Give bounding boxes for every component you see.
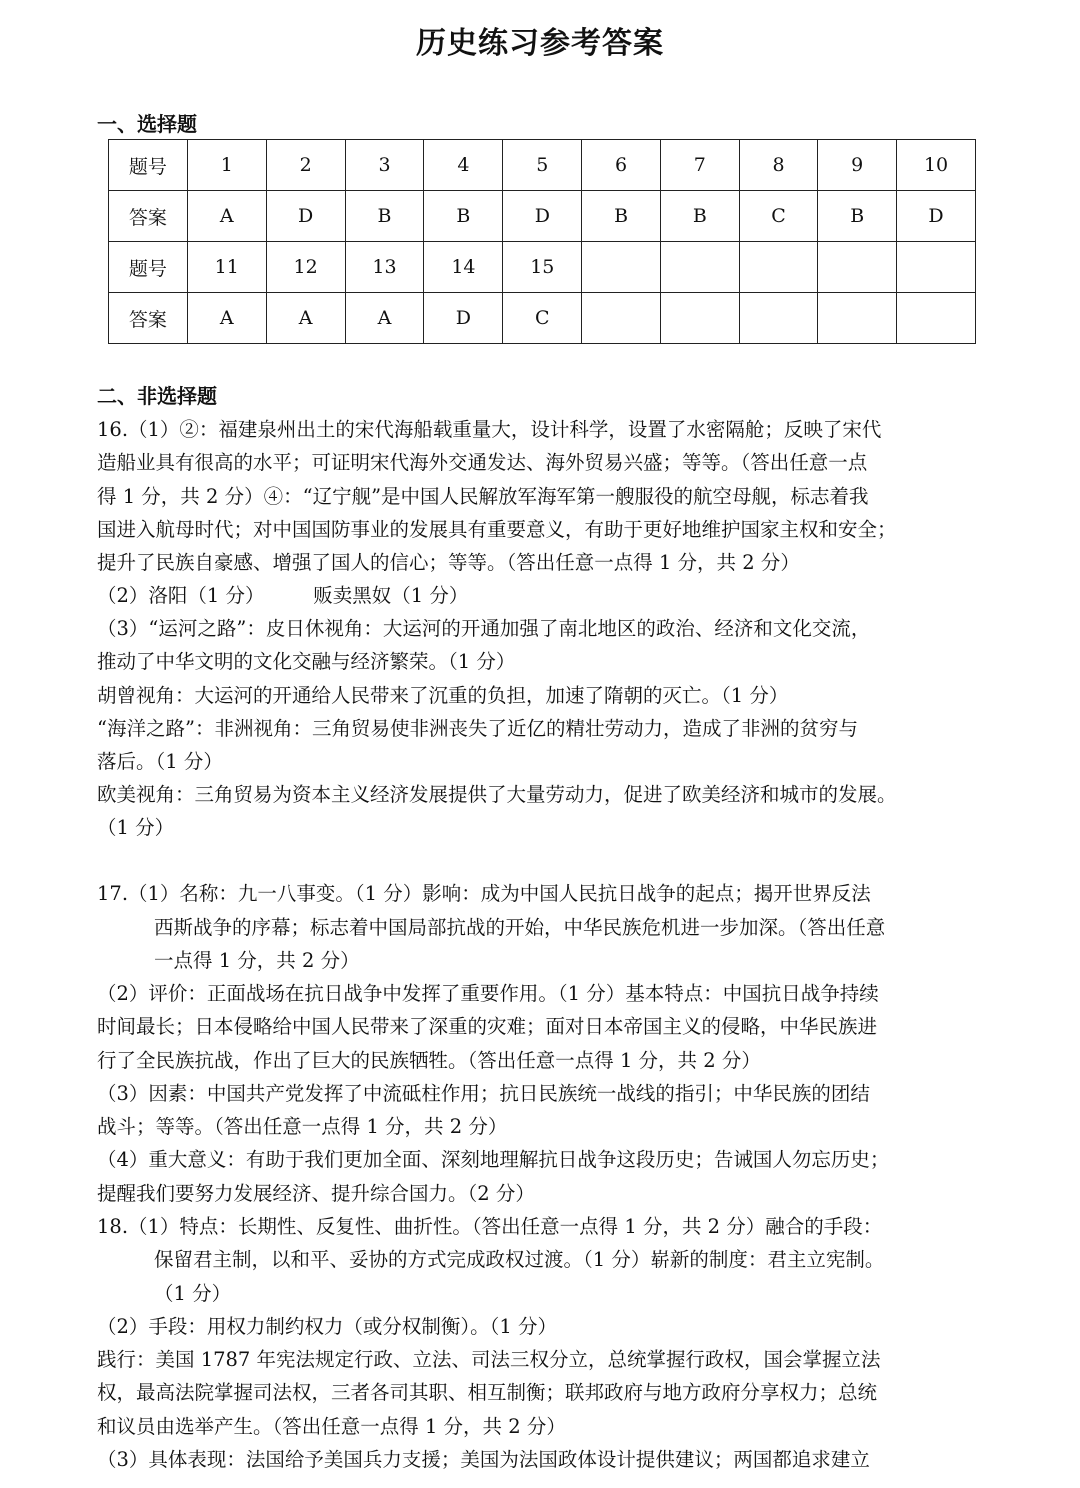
answer-text-line: （3）具体表现：法国给予美国兵力支援；美国为法国政体设计提供建议；两国都追求建立 <box>97 1448 870 1471</box>
answer-text-line: 权，最高法院掌握司法权，三者各司其职、相互制衡；联邦政府与地方政府分享权力；总统 <box>97 1381 878 1404</box>
answer-text-line: 提醒我们要努力发展经济、提升综合国力。（2 分） <box>97 1182 535 1205</box>
answer-cell <box>818 293 897 344</box>
section-heading-nonchoice: 二、非选择题 <box>97 384 217 408</box>
answer-cell: 8 <box>739 140 818 191</box>
table-row <box>109 140 976 191</box>
answer-text-line: 得 1 分，共 2 分）④：“辽宁舰”是中国人民解放军海军第一艘服役的航空母舰，标志着我 <box>97 485 869 508</box>
answer-text-line: 18.（1）特点：长期性、反复性、曲折性。（答出任意一点得 1 分，共 2 分）融合的手段： <box>97 1215 883 1238</box>
page-title: 历史练习参考答案 <box>416 26 664 61</box>
row-header-cell: 答案 <box>109 293 188 344</box>
answer-cell: B <box>345 191 424 242</box>
answer-cell <box>739 242 818 293</box>
answer-cell: 7 <box>660 140 739 191</box>
row-header-cell: 题号 <box>109 140 188 191</box>
answer-cell <box>739 293 818 344</box>
answer-text-line: 16.（1）②：福建泉州出土的宋代海船载重量大，设计科学，设置了水密隔舱；反映了宋代 <box>97 418 882 441</box>
answer-cell: 11 <box>187 242 266 293</box>
answer-text-line: 时间最长；日本侵略给中国人民带来了深重的灾难；面对日本帝国主义的侵略，中华民族进 <box>97 1015 878 1038</box>
table-row <box>109 242 976 293</box>
answer-cell: 1 <box>187 140 266 191</box>
answer-text-line: （1 分） <box>154 1282 232 1305</box>
answer-text-line: 落后。（1 分） <box>97 750 223 773</box>
answer-text-line: 保留君主制，以和平、妥协的方式完成政权过渡。（1 分）崭新的制度：君主立宪制。 <box>154 1248 885 1271</box>
answer-cell: B <box>660 191 739 242</box>
answer-text-line: 推动了中华文明的文化交融与经济繁荣。（1 分） <box>97 650 516 673</box>
answer-cell: 13 <box>345 242 424 293</box>
answer-cell: 15 <box>503 242 582 293</box>
answer-text-line: 和议员由选举产生。（答出任意一点得 1 分，共 2 分） <box>97 1415 566 1438</box>
answer-text-line: 践行：美国 1787 年宪法规定行政、立法、司法三权分立，总统掌握行政权，国会掌握立法 <box>97 1348 881 1371</box>
answer-cell <box>897 293 976 344</box>
answer-cell: D <box>424 293 503 344</box>
section-heading-choice: 一、选择题 <box>97 112 197 136</box>
answer-text-line: 造船业具有很高的水平；可证明宋代海外交通发达、海外贸易兴盛；等等。（答出任意一点 <box>97 451 868 474</box>
answer-cell <box>660 242 739 293</box>
row-header-cell: 题号 <box>109 242 188 293</box>
answer-cell <box>582 242 661 293</box>
answer-text-line: （2）评价：正面战场在抗日战争中发挥了重要作用。（1 分）基本特点：中国抗日战争持续 <box>97 982 879 1005</box>
answer-cell <box>818 242 897 293</box>
table-row <box>109 191 976 242</box>
answer-cell: B <box>424 191 503 242</box>
answer-cell: D <box>503 191 582 242</box>
answer-cell: D <box>897 191 976 242</box>
answer-text-line: （1 分） <box>97 816 175 839</box>
answer-text-line: 17.（1）名称：九一八事变。（1 分）影响：成为中国人民抗日战争的起点；揭开世界反法 <box>97 882 871 905</box>
answer-text-line: （4）重大意义：有助于我们更加全面、深刻地理解抗日战争这段历史；告诫国人勿忘历史； <box>97 1148 890 1171</box>
answer-cell: A <box>187 191 266 242</box>
answer-cell: D <box>266 191 345 242</box>
answer-cell: A <box>345 293 424 344</box>
answer-cell <box>582 293 661 344</box>
answer-cell: 2 <box>266 140 345 191</box>
answer-text-line: 提升了民族自豪感、增强了国人的信心；等等。（答出任意一点得 1 分，共 2 分） <box>97 551 800 574</box>
answer-cell: 4 <box>424 140 503 191</box>
answer-cell: 9 <box>818 140 897 191</box>
answer-text-line: （2）手段：用权力制约权力（或分权制衡）。（1 分） <box>97 1315 558 1338</box>
answer-text-line: 战斗；等等。（答出任意一点得 1 分，共 2 分） <box>97 1115 508 1138</box>
answer-text-line: （3）因素：中国共产党发挥了中流砥柱作用；抗日民族统一战线的指引；中华民族的团结 <box>97 1082 870 1105</box>
answer-cell: 10 <box>897 140 976 191</box>
answer-cell <box>897 242 976 293</box>
answer-cell: 5 <box>503 140 582 191</box>
answer-text-line: 国进入航母时代；对中国国防事业的发展具有重要意义，有助于更好地维护国家主权和安全； <box>97 518 897 541</box>
answer-cell: B <box>582 191 661 242</box>
answer-text-line: 欧美视角：三角贸易为资本主义经济发展提供了大量劳动力，促进了欧美经济和城市的发展。 <box>97 783 897 806</box>
answer-cell: C <box>503 293 582 344</box>
answer-cell: A <box>266 293 345 344</box>
answer-text-line: （3）“运河之路”：皮日休视角：大运河的开通加强了南北地区的政治、经济和文化交流， <box>97 617 871 640</box>
answer-cell: C <box>739 191 818 242</box>
answer-cell: 3 <box>345 140 424 191</box>
answer-text-line: 一点得 1 分，共 2 分） <box>154 949 360 972</box>
answer-text-line: 胡曾视角：大运河的开通给人民带来了沉重的负担，加速了隋朝的灭亡。（1 分） <box>97 684 789 707</box>
answer-text-line: 行了全民族抗战，作出了巨大的民族牺牲。（答出任意一点得 1 分，共 2 分） <box>97 1049 761 1072</box>
answer-text-line: （2）洛阳（1 分） 贩卖黑奴（1 分） <box>97 584 469 607</box>
answer-cell: 12 <box>266 242 345 293</box>
answer-table <box>108 139 976 344</box>
answer-cell <box>660 293 739 344</box>
table-row <box>109 293 976 344</box>
answer-cell: 14 <box>424 242 503 293</box>
answer-cell: A <box>187 293 266 344</box>
row-header-cell: 答案 <box>109 191 188 242</box>
answer-cell: B <box>818 191 897 242</box>
answer-text-line: 西斯战争的序幕；标志着中国局部抗战的开始，中华民族危机进一步加深。（答出任意 <box>154 916 886 939</box>
answer-text-line: “海洋之路”：非洲视角：三角贸易使非洲丧失了近亿的精壮劳动力，造成了非洲的贫穷与 <box>97 717 858 740</box>
answer-cell: 6 <box>582 140 661 191</box>
